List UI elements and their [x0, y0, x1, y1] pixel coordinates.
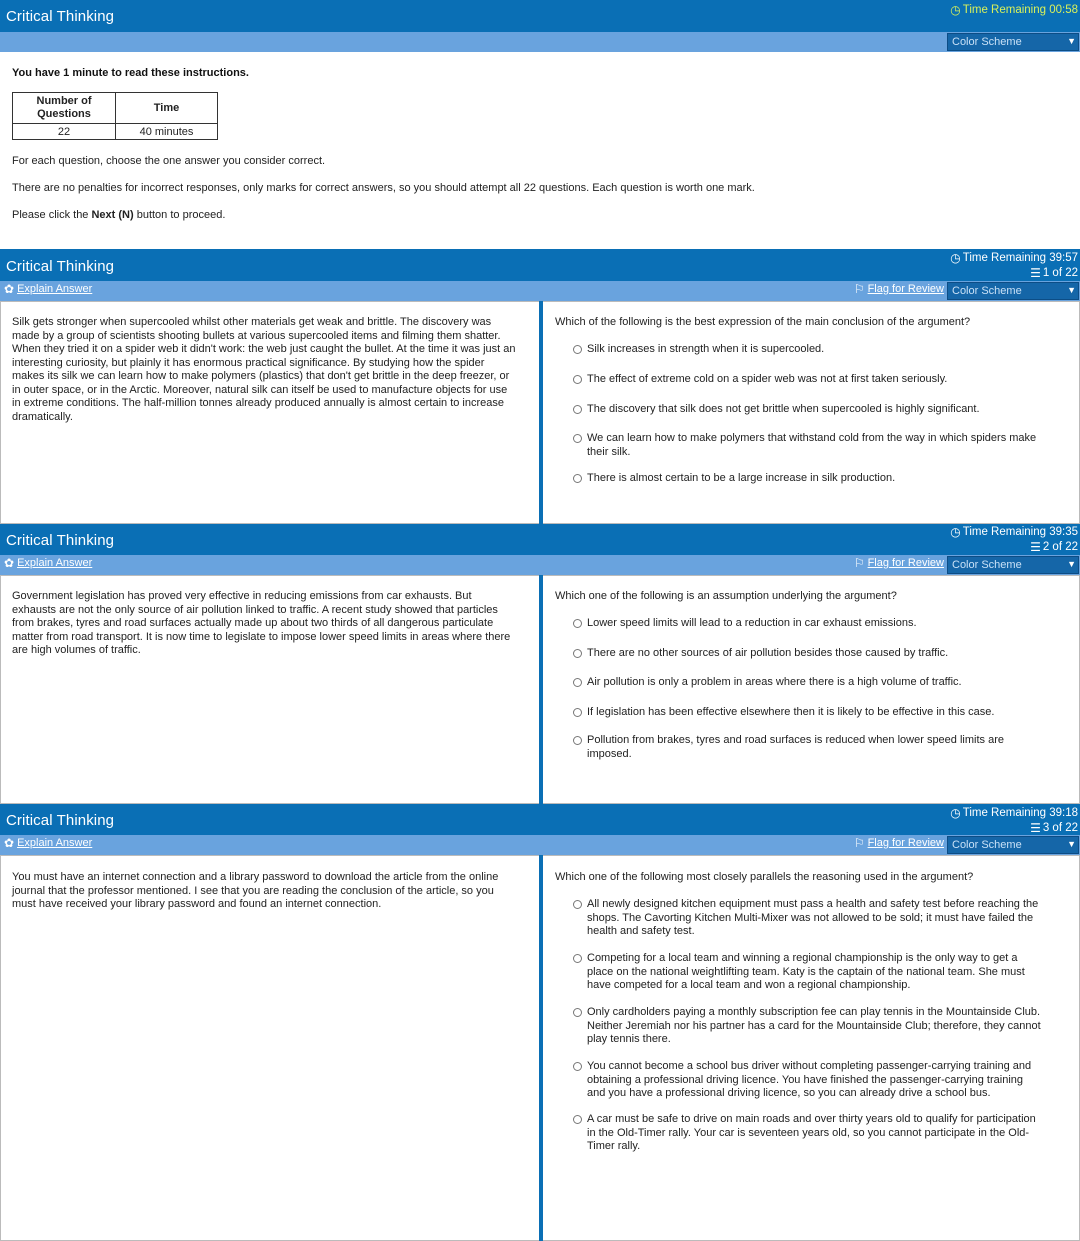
color-scheme-select[interactable]: [947, 33, 1079, 51]
screen2-option-3[interactable]: [573, 676, 1043, 690]
option-text: All newly designed kitchen equipment must pass a health and safety test before reaching the shops. The Cavorting Kitchen Multi-Mixer was not allowed to be sold; it must have failed the health and safety test.: [587, 898, 1039, 937]
list-icon: ☰: [1030, 540, 1041, 554]
screen1-count-text: 1 of 22: [1042, 267, 1078, 279]
clock-icon: ◷: [950, 3, 961, 17]
radio-button[interactable]: [573, 1062, 582, 1071]
intro-subbar: [0, 32, 1080, 52]
radio-button[interactable]: [573, 474, 582, 483]
screen2-count[interactable]: [1030, 541, 1078, 553]
screen2-subbar: [0, 555, 1080, 575]
clock-icon: ◷: [950, 251, 961, 265]
option-text: Lower speed limits will lead to a reduction in car exhaust emissions.: [587, 617, 917, 629]
table-cell-questions: 22: [13, 124, 116, 140]
instructions-table: [12, 92, 218, 140]
explain-answer-button[interactable]: [4, 283, 92, 295]
screen2-question: Which one of the following is an assumption underlying the argument?: [555, 590, 897, 602]
screen3-passage: You must have an internet connection and a library password to download the article from the online journal that the professor mentioned. I see that you are reading the conclusion of the article, so you must have received your library password and found an internet connection.: [12, 871, 499, 910]
option-text: You cannot become a school bus driver without completing passenger-carrying training and obtaining a professional driving licence. You have finished the passenger-carrying training and you have a professional driving licence, so you can already drive a school bus.: [587, 1060, 1032, 1099]
screen1-option-3[interactable]: [573, 403, 1043, 417]
explain-icon: ✿: [4, 282, 15, 296]
p3-pre: Please click the: [12, 209, 92, 221]
intro-timer-text: Time Remaining 00:58: [962, 4, 1078, 16]
radio-button[interactable]: [573, 405, 582, 414]
radio-button[interactable]: [573, 736, 582, 745]
flag-for-review-button[interactable]: [854, 837, 944, 849]
flag-icon: ⚐: [853, 556, 865, 570]
option-text: A car must be safe to drive on main roads and over thirty years old to qualify for participation in the Old-Timer rally. Your car is seventeen years old, so you cannot participate in the Old-Timer rally.: [587, 1113, 1036, 1152]
next-label: Next (N): [91, 209, 134, 221]
screen2-count-text: 2 of 22: [1042, 541, 1078, 553]
screen2-passage: Government legislation has proved very effective in reducing emissions from car exhausts. But exhausts are not the only source of air pollution linked to traffic. A recent study showed that particles from brakes, tyres and road surfaces actually made up about two thirds of all dangerous particulate matter from road transport. It is now time to legislate to impose lower speed limits in areas where there are high volumes of traffic.: [12, 590, 511, 656]
option-text: If legislation has been effective elsewhere then it is likely to be effective in this case.: [587, 706, 995, 718]
option-text: Competing for a local team and winning a regional championship is the only way to get a place on the national weightlifting team. Katy is the captain of the national team. She must have competed for a local team and won a regional championship.: [587, 952, 1025, 991]
color-scheme-label: Color Scheme: [952, 285, 1022, 297]
color-scheme-select[interactable]: [947, 282, 1079, 300]
color-scheme-select[interactable]: [947, 556, 1079, 574]
radio-button[interactable]: [573, 649, 582, 658]
screen2-option-5[interactable]: [573, 734, 1043, 761]
option-text: Silk increases in strength when it is supercooled.: [587, 343, 825, 355]
intro-header: [0, 0, 1080, 32]
intro-timer: [950, 4, 1078, 16]
radio-button[interactable]: [573, 708, 582, 717]
radio-button[interactable]: [573, 900, 582, 909]
screen3-timer-text: Time Remaining 39:18: [962, 807, 1078, 819]
app-title: Critical Thinking: [6, 8, 115, 25]
screen1-option-4[interactable]: [573, 432, 1043, 459]
screen2-timer-text: Time Remaining 39:35: [962, 526, 1078, 538]
option-text: The effect of extreme cold on a spider web was not at first taken seriously.: [587, 373, 948, 385]
screen2-option-1[interactable]: [573, 617, 1043, 631]
dropdown-arrow-icon: ▼: [1067, 839, 1076, 849]
dropdown-arrow-icon: ▼: [1067, 285, 1076, 295]
explain-icon: ✿: [4, 556, 15, 570]
screen3-subbar: [0, 835, 1080, 855]
table-header-time: Time: [116, 93, 218, 124]
screen1-option-5[interactable]: [573, 472, 1043, 486]
screen1-subbar: [0, 281, 1080, 301]
app-title: Critical Thinking: [6, 258, 115, 275]
radio-button[interactable]: [573, 619, 582, 628]
screen3-timer: [950, 807, 1078, 819]
screen3-option-1[interactable]: [573, 898, 1043, 939]
flag-icon: ⚐: [853, 282, 865, 296]
screen3-option-5[interactable]: [573, 1113, 1043, 1154]
explain-label: Explain Answer: [17, 283, 93, 295]
screen1-question: Which of the following is the best expression of the main conclusion of the argument?: [555, 316, 971, 328]
app-title: Critical Thinking: [6, 812, 115, 829]
screen3-option-2[interactable]: [573, 952, 1043, 993]
clock-icon: ◷: [950, 806, 961, 820]
radio-button[interactable]: [573, 1115, 582, 1124]
screen3-option-4[interactable]: [573, 1060, 1043, 1101]
screen1-count[interactable]: [1030, 267, 1078, 279]
p3-post: button to proceed.: [133, 209, 226, 221]
instructions-heading: You have 1 minute to read these instructions.: [12, 67, 249, 79]
screen3-count-text: 3 of 22: [1042, 822, 1078, 834]
option-text: Air pollution is only a problem in areas where there is a high volume of traffic.: [587, 676, 962, 688]
screen1-option-2[interactable]: [573, 373, 1043, 387]
explain-label: Explain Answer: [17, 557, 93, 569]
screen2-header: [0, 524, 1080, 555]
screen3-question: Which one of the following most closely parallels the reasoning used in the argument?: [555, 871, 974, 883]
radio-button[interactable]: [573, 954, 582, 963]
option-text: Only cardholders paying a monthly subscription fee can play tennis in the Mountainside Club. Neither Jeremiah nor his partner has a card for the Mountainside Club; therefore, they cannot play tennis there.: [587, 1006, 1041, 1045]
flag-for-review-button[interactable]: [854, 283, 944, 295]
list-icon: ☰: [1030, 266, 1041, 280]
explain-icon: ✿: [4, 836, 15, 850]
screen2-question-panel: [543, 575, 1080, 804]
screen1-header: [0, 249, 1080, 281]
dropdown-arrow-icon: ▼: [1067, 36, 1076, 46]
flag-icon: ⚐: [853, 836, 865, 850]
explain-answer-button[interactable]: [4, 837, 92, 849]
color-scheme-select[interactable]: [947, 836, 1079, 854]
clock-icon: ◷: [950, 525, 961, 539]
screen1-timer: [950, 252, 1078, 264]
color-scheme-label: Color Scheme: [952, 36, 1022, 48]
radio-button[interactable]: [573, 375, 582, 384]
radio-button[interactable]: [573, 1008, 582, 1017]
option-text: The discovery that silk does not get brittle when supercooled is highly significant.: [587, 403, 980, 415]
table-header-questions: Number of Questions: [13, 93, 116, 124]
table-cell-time: 40 minutes: [116, 124, 218, 140]
explain-answer-button[interactable]: [4, 557, 92, 569]
instructions-p1: For each question, choose the one answer you consider correct.: [12, 155, 326, 167]
screen2-option-4[interactable]: [573, 706, 1043, 720]
option-text: Pollution from brakes, tyres and road surfaces is reduced when lower speed limits are imposed.: [587, 734, 1004, 760]
explain-label: Explain Answer: [17, 837, 93, 849]
app-title: Critical Thinking: [6, 532, 115, 549]
screen1-timer-text: Time Remaining 39:57: [962, 252, 1078, 264]
radio-button[interactable]: [573, 434, 582, 443]
option-text: There is almost certain to be a large increase in silk production.: [587, 472, 896, 484]
screen3-passage-panel: [0, 855, 539, 1241]
flag-label: Flag for Review: [867, 283, 944, 295]
instructions-p2: There are no penalties for incorrect responses, only marks for correct answers, so you should attempt all 22 questions. Each question is worth one mark.: [12, 182, 755, 194]
option-text: There are no other sources of air pollution besides those caused by traffic.: [587, 647, 949, 659]
screen3-option-3[interactable]: [573, 1006, 1043, 1047]
flag-label: Flag for Review: [867, 557, 944, 569]
color-scheme-label: Color Scheme: [952, 559, 1022, 571]
screen3-header: [0, 804, 1080, 835]
screen1-passage: Silk gets stronger when supercooled whilst other materials get weak and brittle. The discovery was made by a group of scientists shooting bullets at various supercooled items and filming them shatter. When they tried it on a spider web it didn't work: the web just caught the bullet. At the time it was just an interesting curiosity, but plainly it has enormous practical significance. By studying how the spider makes its silk we can learn how to make polymers (plastics) that don't get brittle in the deep freezer, or in outer space, or in the Arctic. Moreover, natural silk can itself be used to manufacture objects for use in extreme conditions. The half-million tonnes already produced annually is almost certain to increase dramatically.: [12, 316, 516, 423]
screen3-count[interactable]: [1030, 822, 1078, 834]
screen2-option-2[interactable]: [573, 647, 1043, 661]
dropdown-arrow-icon: ▼: [1067, 559, 1076, 569]
screen1-option-1[interactable]: [573, 343, 1043, 357]
radio-button[interactable]: [573, 678, 582, 687]
flag-label: Flag for Review: [867, 837, 944, 849]
instructions-p3: [12, 209, 225, 221]
flag-for-review-button[interactable]: [854, 557, 944, 569]
color-scheme-label: Color Scheme: [952, 839, 1022, 851]
option-text: We can learn how to make polymers that withstand cold from the way in which spiders make their silk.: [587, 432, 1037, 458]
list-icon: ☰: [1030, 821, 1041, 835]
radio-button[interactable]: [573, 345, 582, 354]
screen2-timer: [950, 526, 1078, 538]
